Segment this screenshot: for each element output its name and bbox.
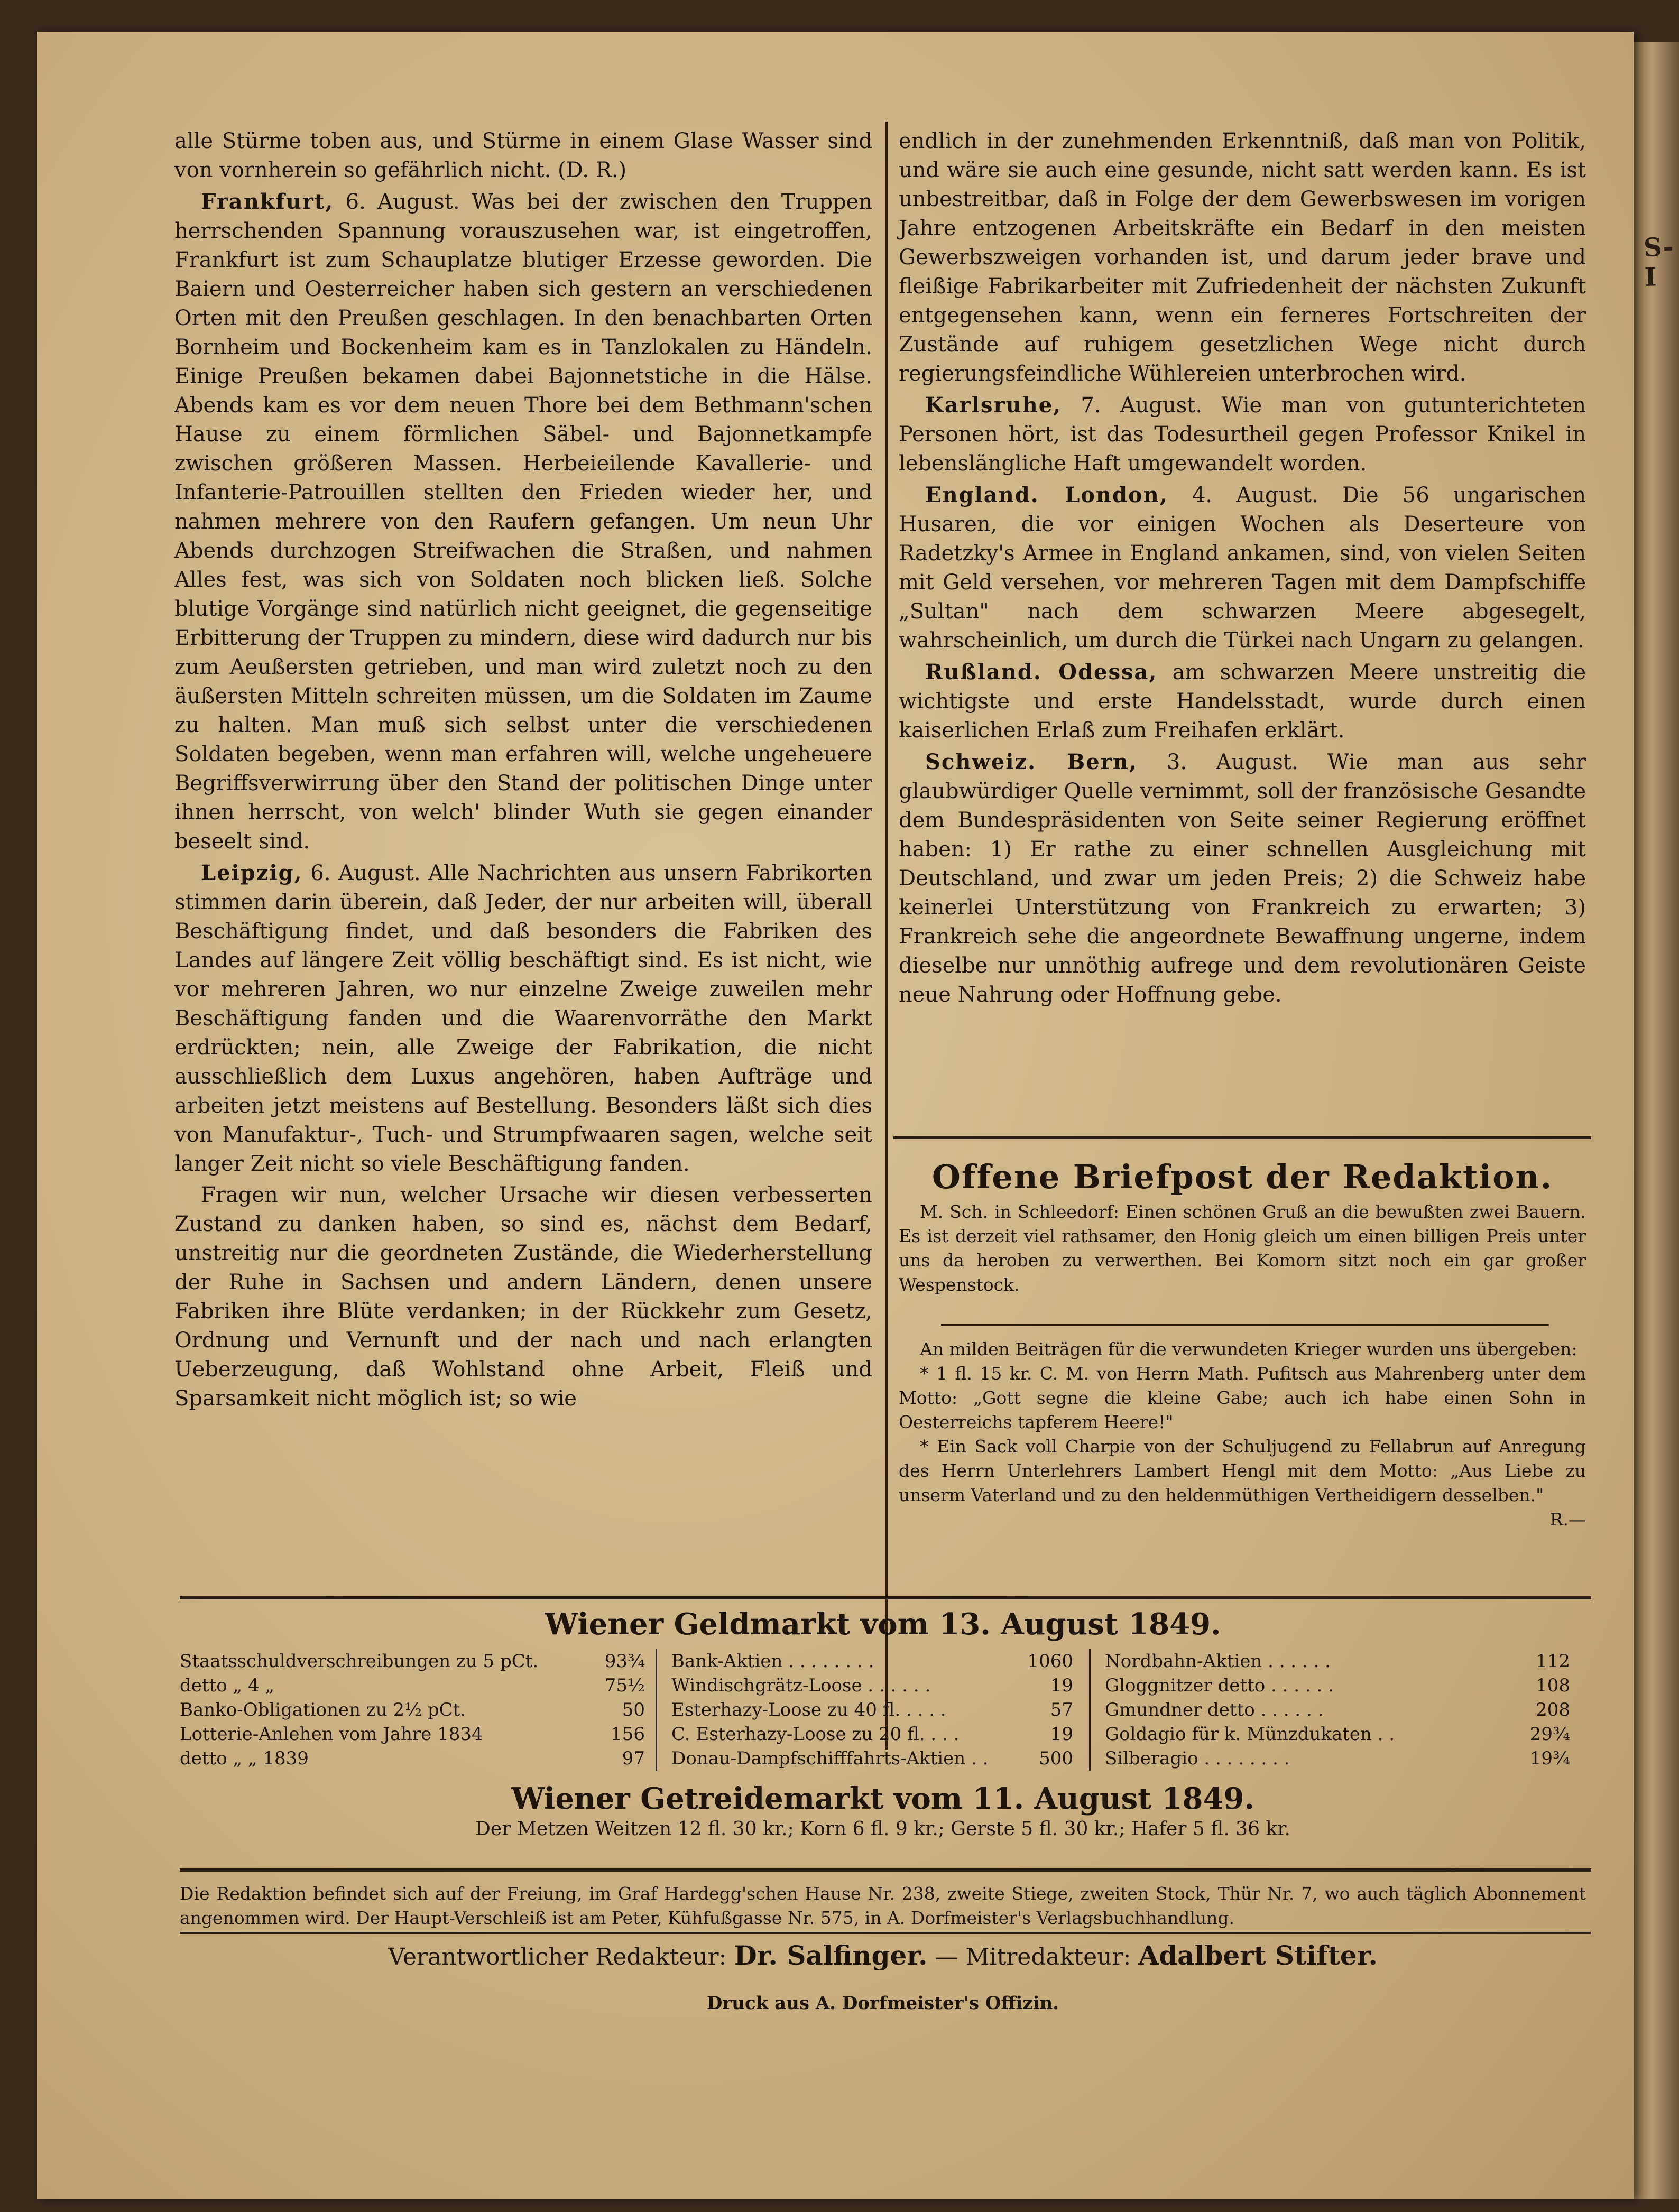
security-price: 112 [1536, 1651, 1570, 1672]
redaktion-notice: Die Redaktion befindet sich auf der Freiung, im Graf Hardegg'schen Hause Nr. 238, zweite Stiege, zweiten Stock, Thür Nr. 7, wo auch täglich Abonnement angenommen wird. Der Haupt-Verschleiß ist am Peter, Kühfußgasse Nr. 575, in A. Dorfmeister's Verlagsbuchhandlung. [180, 1883, 1586, 1928]
geldmarkt-column-1 [180, 1649, 645, 1771]
briefpost-text: M. Sch. in Schleedorf: Einen schönen Gruß an die bewußten zwei Bauern. Es ist derzeit viel rathsamer, den Honig gleich um einen billigen Preis unter uns da heroben zu verwerthen. Bei Komorn sitzt noch ein gar großer Wespenstock. [899, 1201, 1586, 1295]
donations-intro: An milden Beiträgen für die verwundeten Krieger wurden uns übergeben: [920, 1339, 1577, 1359]
security-price: 29¾ [1529, 1724, 1570, 1745]
column-divider [885, 122, 888, 1750]
geldmarkt-row [671, 1673, 1073, 1698]
geldmarkt-row [1105, 1722, 1570, 1746]
geldmarkt-row [180, 1673, 645, 1698]
article-dateline: England. London, [925, 483, 1168, 507]
geldmarkt-row [180, 1722, 645, 1746]
article-text: alle Stürme toben aus, und Stürme in einem Glase Wasser sind von vornherein so gefährlich nicht. (D. R.) [174, 129, 872, 182]
donations-signature: R.— [1549, 1509, 1586, 1530]
left-column [174, 127, 872, 1415]
co-editor-prefix: Mitredakteur: [965, 1943, 1131, 1970]
geldmarkt-row [180, 1649, 645, 1673]
security-name: Banko-Obligationen zu 2½ pCt. [180, 1699, 466, 1720]
security-name: Lotterie-Anlehen vom Jahre 1834 [180, 1724, 483, 1745]
getreidemarkt-prices: Der Metzen Weitzen 12 fl. 30 kr.; Korn 6 fl. 9 kr.; Gerste 5 fl. 30 kr.; Hafer 5 fl. 36 kr. [475, 1818, 1290, 1840]
adjacent-page-edge [1634, 42, 1679, 2199]
geldmarkt-row [671, 1722, 1073, 1746]
security-name: Gmundner detto . . . . . . [1105, 1699, 1324, 1720]
security-price: 208 [1536, 1699, 1570, 1720]
security-price: 97 [622, 1748, 645, 1769]
security-price: 93¾ [604, 1651, 645, 1672]
market-top-rule [180, 1596, 1591, 1599]
article-paragraph [174, 187, 872, 856]
security-name: Gloggnitzer detto . . . . . . [1105, 1675, 1334, 1696]
article-paragraph [174, 1181, 872, 1413]
geldmarkt-column-2 [671, 1649, 1073, 1771]
article-paragraph [174, 127, 872, 185]
security-name: Windischgrätz-Loose . . . . . . [671, 1675, 931, 1696]
security-name: C. Esterhazy-Loose zu 20 fl. . . . [671, 1724, 960, 1745]
security-name: Nordbahn-Aktien . . . . . . [1105, 1651, 1331, 1672]
security-name: detto „ „ 1839 [180, 1748, 309, 1769]
security-price: 75½ [604, 1675, 645, 1696]
article-dateline: Rußland. Odessa, [925, 660, 1158, 684]
security-name: Silberagio . . . . . . . . [1105, 1748, 1290, 1769]
geldmarkt-row [1105, 1698, 1570, 1722]
donations-section [899, 1337, 1586, 1532]
article-paragraph [174, 858, 872, 1179]
article-dateline: Leipzig, [201, 860, 303, 885]
security-name: Esterhazy-Loose zu 40 fl. . . . . [671, 1699, 946, 1720]
geldmarkt-row [671, 1746, 1073, 1771]
editor-line [180, 1940, 1586, 1971]
security-price: 108 [1536, 1675, 1570, 1696]
article-paragraph [899, 391, 1586, 478]
article-dateline: Frankfurt, [201, 189, 334, 214]
donation-item: * 1 fl. 15 kr. C. M. von Herrn Math. Pufitsch aus Mahrenberg unter dem Motto: „Gott segne die kleine Gabe; auch ich habe einen Sohn in Oesterreichs tapferem Heere!" [899, 1363, 1586, 1432]
editor-dash: — [927, 1943, 966, 1970]
geldmarkt-row [1105, 1649, 1570, 1673]
geldmarkt-row [1105, 1673, 1570, 1698]
article-paragraph [899, 658, 1586, 745]
printer-line: Druck aus A. Dorfmeister's Offizin. [706, 1993, 1059, 2014]
security-price: 19 [1050, 1724, 1073, 1745]
security-name: detto „ 4 „ [180, 1675, 274, 1696]
security-name: Donau-Dampfschifffahrts-Aktien . . [671, 1748, 989, 1769]
briefpost-title: Offene Briefpost der Redaktion. [931, 1158, 1553, 1196]
article-text: am schwarzen Meere unstreitig die wichtigste und erste Handelsstadt, wurde durch einen kaiserlichen Erlaß zum Freihafen erklärt. [899, 660, 1586, 743]
geldmarkt-column-3 [1105, 1649, 1570, 1771]
security-name: Staatsschuldverschreibungen zu 5 pCt. [180, 1651, 539, 1672]
geldmarkt-divider [656, 1649, 657, 1771]
geldmarkt-row [1105, 1746, 1570, 1771]
getreidemarkt-title: Wiener Getreidemarkt vom 11. August 1849. [511, 1781, 1254, 1816]
article-paragraph [899, 480, 1586, 655]
geldmarkt-row [180, 1698, 645, 1722]
security-price: 50 [622, 1699, 645, 1720]
co-editor-name: Adalbert Stifter. [1138, 1940, 1378, 1971]
editor-name: Dr. Salfinger. [734, 1940, 928, 1971]
briefpost-body [899, 1200, 1586, 1297]
article-dateline: Schweiz. Bern, [925, 749, 1138, 774]
notice-bottom-rule [180, 1932, 1591, 1934]
article-text: 6. August. Alle Nachrichten aus unsern Fabrikorten stimmen darin überein, daß Jeder, der nur arbeiten will, überall Beschäftigung findet, und daß besonders die Fabriken des Landes auf längere Zeit völlig beschäftigt sind. Es ist nicht, wie vor mehreren Jahren, wo nur einzelne Zweige zuweilen mehr Beschäftigung fanden und die Waarenvorräthe den Markt erdrückten; nein, alle Zweige der Fabrikation, die nicht ausschließlich dem Luxus angehören, haben Aufträge und arbeiten jetzt meistens auf Bestellung. Besonders läßt sich dies von Manufaktur-, Tuch- und Strumpfwaaren sagen, welche seit langer Zeit nicht so viele Beschäftigung fanden. [174, 861, 872, 1176]
security-price: 19¾ [1529, 1748, 1570, 1769]
security-price: 19 [1050, 1675, 1073, 1696]
article-paragraph [899, 747, 1586, 1010]
geldmarkt-divider [1089, 1649, 1091, 1771]
security-price: 1060 [1027, 1651, 1073, 1672]
security-price: 57 [1050, 1699, 1073, 1720]
article-text: 6. August. Was bei der zwischen den Truppen herrschenden Spannung vorauszusehen war, ist eingetroffen, Frankfurt ist zum Schauplatze blutiger Erzesse geworden. Die Baiern und Oesterreicher haben sich gestern an verschiedenen Orten mit den Preußen geschlagen. In den benachbarten Orten Bornheim und Bockenheim kam es in Tanzlokalen zu Händeln. Einige Preußen bekamen dabei Bajonnetstiche in die Hälse. Abends kam es vor dem neuen Thore bei dem Bethmann'schen Hause zu einem förmlichen Säbel- und Bajonnetkampfe zwischen größeren Massen. Herbeieilende Kavallerie- und Infanterie-Patrouillen stellten den Frieden wieder her, und nahmen mehrere von den Raufern gefangen. Um neun Uhr Abends durchzogen Streifwachen die Straßen, und nahmen Alles fest, was sich von Soldaten noch blicken ließ. Solche blutige Vorgänge sind natürlich nicht geeignet, die gegenseitige Erbitterung der Truppen zu mindern, diese wird dadurch nur bis zum Aeußersten getrieben, und man wird zuletzt noch zu den äußersten Mitteln schreiten müssen, um die Soldaten im Zaume zu halten. Man muß sich selbst unter die verschiedenen Soldaten begeben, wenn man erfahren will, welche ungeheuere Begriffsverwirrung über den Stand der politischen Dinge unter ihnen herrscht, von welch' blinder Wuth sie gegen einander beseelt sind. [174, 190, 872, 854]
security-name: Goldagio für k. Münzdukaten . . [1105, 1724, 1395, 1745]
briefpost-top-rule [893, 1136, 1591, 1139]
security-name: Bank-Aktien . . . . . . . . [671, 1651, 874, 1672]
geldmarkt-row [671, 1698, 1073, 1722]
adjacent-page-fragment: S-I [1643, 232, 1674, 293]
geldmarkt-row [671, 1649, 1073, 1673]
article-dateline: Karlsruhe, [925, 393, 1062, 418]
editor-prefix: Verantwortlicher Redakteur: [388, 1943, 727, 1970]
notice-top-rule [180, 1868, 1591, 1872]
article-text: 3. August. Wie man aus sehr glaubwürdiger Quelle vernimmt, soll der französische Gesandte dem Bundespräsidenten von Seite seiner Regierung eröffnet haben: 1) Er rathe zu einer schnellen Ausgleichung mit Deutschland, und zwar um jeden Preis; 2) die Schweiz habe keinerlei Unterstützung von Frankreich zu erwarten; 3) Frankreich sehe die angeordnete Bewaffnung ungerne, indem dieselbe nur unnöthig aufrege und dem revolutionären Geiste neue Nahrung oder Hoffnung gebe. [899, 750, 1586, 1007]
article-text: 7. August. Wie man von gutunterichteten Personen hört, ist das Todesurtheil gegen Professor Knikel in lebenslängliche Haft umgewandelt worden. [899, 393, 1586, 476]
article-text: endlich in der zunehmenden Erkenntniß, daß man von Politik, und wäre sie auch eine gesunde, nicht satt werden kann. Es ist unbestreitbar, daß in Folge der dem Gewerbswesen im vorigen Jahre entzogenen Arbeitskräfte ein Bedarf in den meisten Gewerbszweigen vorhanden ist, und darum jeder brave und fleißige Fabrikarbeiter mit Zufriedenheit der nächsten Zukunft entgegensehen kann, wenn ein ferneres Fortschreiten der Zustände auf ruhigem gesetzlichen Wege nicht durch regierungsfeindliche Wühlereien unterbrochen wird. [899, 129, 1586, 386]
article-text: 4. August. Die 56 ungarischen Husaren, die vor einigen Wochen als Deserteure von Radetzky's Armee in England ankamen, sind, von vielen Seiten mit Geld versehen, vor mehreren Tagen mit dem Dampfschiffe „Sultan" nach dem schwarzen Meere abgesegelt, wahrscheinlich, um durch die Türkei nach Ungarn zu gelangen. [899, 483, 1586, 653]
geldmarkt-row [180, 1746, 645, 1771]
donation-item: * Ein Sack voll Charpie von der Schuljugend zu Fellabrun auf Anregung des Herrn Unterlehrers Lambert Hengl mit dem Motto: „Aus Liebe zu unserm Vaterland und zu den heldenmüthigen Vertheidigern desselben." [899, 1436, 1586, 1505]
article-text: Fragen wir nun, welcher Ursache wir diesen verbesserten Zustand zu danken haben, so sind es, nächst dem Bedarf, unstreitig nur die geordneten Zustände, die Wiederherstellung der Ruhe in Sachsen und andern Ländern, denen unsere Fabriken ihre Blüte verdanken; in der Rückkehr zum Gesetz, Ordnung und Vernunft und der nach und nach erlangten Ueberzeugung, daß Wohlstand ohne Arbeit, Fleiß und Sparsamkeit nicht möglich ist; so wie [174, 1183, 872, 1411]
article-paragraph [899, 127, 1586, 388]
briefpost-separator [941, 1324, 1549, 1326]
security-price: 500 [1039, 1748, 1073, 1769]
security-price: 156 [611, 1724, 645, 1745]
right-column [899, 127, 1586, 1012]
geldmarkt-title: Wiener Geldmarkt vom 13. August 1849. [545, 1607, 1221, 1642]
